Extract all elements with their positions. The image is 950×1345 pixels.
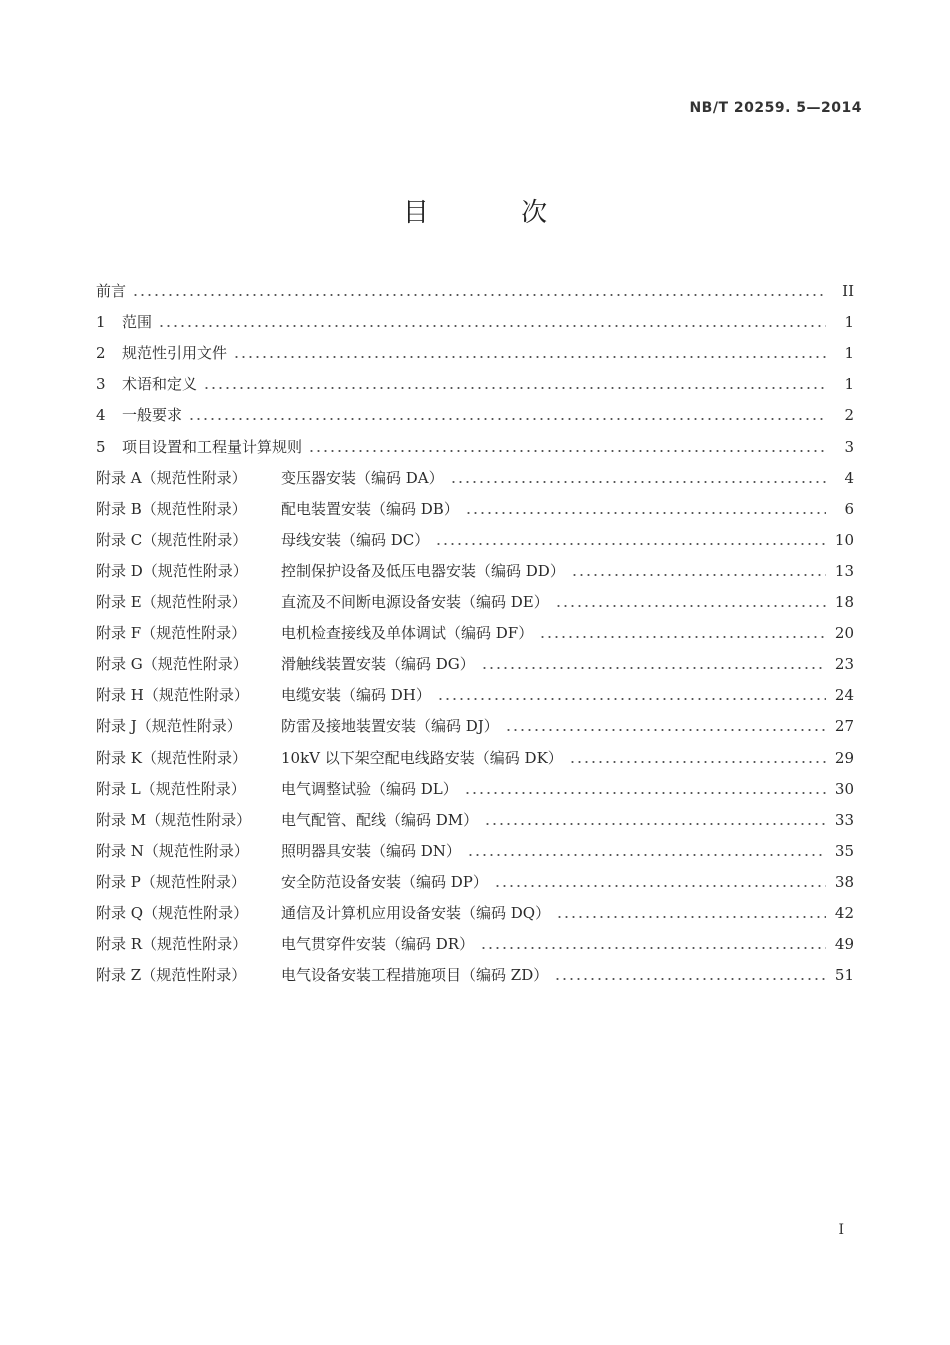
- dot-leader: [435, 542, 826, 546]
- toc-entry-foreword[interactable]: [96, 270, 854, 301]
- appendix-label: 附录 P（规范性附录）: [96, 872, 246, 891]
- toc-entry-title: 直流及不间断电源设备安装（编码 DE）: [281, 593, 549, 612]
- toc-entry-chapter-5[interactable]: [96, 425, 854, 456]
- toc-entry-page: 49: [834, 935, 854, 954]
- toc-entry-appendix-h[interactable]: [96, 674, 854, 705]
- toc-entry-number: 5: [96, 437, 106, 456]
- toc-entry-appendix-e[interactable]: [96, 581, 854, 612]
- appendix-label: 附录 G（规范性附录）: [96, 655, 248, 674]
- appendix-label: 附录 M（规范性附录）: [96, 810, 252, 829]
- toc-entry-title: 母线安装（编码 DC）: [281, 530, 430, 549]
- toc-entry-title: 术语和定义: [122, 375, 198, 394]
- toc-entry-title: 10kV 以下架空配电线路安装（编码 DK）: [281, 748, 563, 767]
- toc-entry-appendix-f[interactable]: [96, 612, 854, 643]
- toc-entry-appendix-n[interactable]: [96, 830, 854, 861]
- toc-entry-title: 变压器安装（编码 DA）: [281, 468, 444, 487]
- dot-leader: [571, 573, 826, 577]
- toc-entry-title: 照明器具安装（编码 DN）: [281, 841, 461, 860]
- toc-entry-appendix-b[interactable]: [96, 488, 854, 519]
- toc-entry-page: 27: [834, 717, 854, 736]
- toc-entry-number: 3: [96, 375, 106, 394]
- toc-entry-page: 23: [834, 655, 854, 674]
- toc-entry-page: 20: [834, 624, 854, 643]
- dot-leader: [233, 355, 826, 359]
- appendix-label: 附录 F（规范性附录）: [96, 624, 247, 643]
- appendix-label: 附录 Z（规范性附录）: [96, 966, 247, 985]
- dot-leader: [467, 853, 826, 857]
- appendix-label: 附录 J（规范性附录）: [96, 717, 242, 736]
- dot-leader: [481, 666, 826, 670]
- toc-entry-page: 3: [844, 437, 854, 456]
- page-number: I: [838, 1222, 844, 1238]
- toc-entry-page: II: [842, 282, 854, 301]
- standard-code: NB/T 20259. 5—2014: [689, 100, 862, 116]
- toc-entry-appendix-r[interactable]: [96, 923, 854, 954]
- toc-entry-title: 电气贯穿件安装（编码 DR）: [281, 935, 475, 954]
- dot-leader: [437, 697, 826, 701]
- toc-entry-title: 一般要求: [122, 406, 183, 425]
- toc-entry-number: 1: [96, 313, 106, 332]
- toc-entry-appendix-c[interactable]: [96, 519, 854, 550]
- dot-leader: [203, 386, 826, 390]
- toc-entry-page: 10: [834, 530, 854, 549]
- toc-entry-appendix-j[interactable]: [96, 705, 854, 736]
- toc-entry-title: 前言: [96, 282, 127, 301]
- toc-entry-chapter-2[interactable]: [96, 332, 854, 363]
- appendix-label: 附录 A（规范性附录）: [96, 468, 247, 487]
- toc-entry-title: 电气配管、配线（编码 DM）: [281, 810, 479, 829]
- dot-leader: [554, 977, 826, 981]
- appendix-label: 附录 R（规范性附录）: [96, 935, 248, 954]
- toc-entry-page: 38: [834, 872, 854, 891]
- appendix-label: 附录 C（规范性附录）: [96, 530, 248, 549]
- dot-leader: [158, 324, 826, 328]
- toc-entry-chapter-4[interactable]: [96, 394, 854, 425]
- dot-leader: [556, 915, 826, 919]
- table-of-contents: [96, 270, 854, 985]
- toc-entry-page: 13: [834, 561, 854, 580]
- appendix-label: 附录 D（规范性附录）: [96, 561, 248, 580]
- dot-leader: [308, 449, 826, 453]
- toc-entry-title: 配电装置安装（编码 DB）: [281, 499, 459, 518]
- toc-entry-chapter-1[interactable]: [96, 301, 854, 332]
- dot-leader: [555, 604, 826, 608]
- toc-entry-title: 滑触线装置安装（编码 DG）: [281, 655, 475, 674]
- toc-entry-title: 防雷及接地装置安装（编码 DJ）: [281, 717, 499, 736]
- dot-leader: [480, 946, 826, 950]
- toc-entry-appendix-d[interactable]: [96, 550, 854, 581]
- dot-leader: [465, 511, 826, 515]
- toc-entry-page: 33: [834, 810, 854, 829]
- dot-leader: [188, 417, 826, 421]
- appendix-label: 附录 Q（规范性附录）: [96, 903, 249, 922]
- toc-entry-page: 6: [844, 499, 854, 518]
- toc-entry-page: 30: [834, 779, 854, 798]
- dot-leader: [484, 822, 826, 826]
- page-title: 目 次: [402, 198, 590, 228]
- toc-entry-title: 电气调整试验（编码 DL）: [281, 779, 458, 798]
- toc-entry-title: 控制保护设备及低压电器安装（编码 DD）: [281, 561, 565, 580]
- toc-entry-title: 电气设备安装工程措施项目（编码 ZD）: [281, 966, 549, 985]
- toc-entry-appendix-z[interactable]: [96, 954, 854, 985]
- toc-entry-number: 4: [96, 406, 106, 425]
- appendix-label: 附录 B（规范性附录）: [96, 499, 247, 518]
- toc-entry-page: 42: [834, 903, 854, 922]
- dot-leader: [539, 635, 826, 639]
- toc-entry-appendix-k[interactable]: [96, 736, 854, 767]
- dot-leader: [494, 884, 826, 888]
- appendix-label: 附录 N（规范性附录）: [96, 841, 249, 860]
- toc-entry-page: 24: [834, 686, 854, 705]
- toc-entry-page: 1: [844, 375, 854, 394]
- appendix-label: 附录 L（规范性附录）: [96, 779, 246, 798]
- toc-entry-appendix-a[interactable]: [96, 457, 854, 488]
- toc-entry-number: 2: [96, 344, 106, 363]
- toc-entry-appendix-q[interactable]: [96, 892, 854, 923]
- toc-entry-title: 电缆安装（编码 DH）: [281, 686, 431, 705]
- toc-entry-title: 规范性引用文件: [122, 344, 228, 363]
- toc-entry-title: 安全防范设备安装（编码 DP）: [281, 872, 488, 891]
- toc-entry-title: 电机检查接线及单体调试（编码 DF）: [281, 624, 534, 643]
- toc-entry-chapter-3[interactable]: [96, 363, 854, 394]
- toc-entry-appendix-l[interactable]: [96, 768, 854, 799]
- dot-leader: [132, 293, 826, 297]
- toc-entry-page: 2: [844, 406, 854, 425]
- toc-entry-page: 1: [844, 344, 854, 363]
- dot-leader: [450, 480, 826, 484]
- toc-entry-page: 51: [834, 966, 854, 985]
- toc-entry-page: 29: [834, 748, 854, 767]
- toc-entry-title: 通信及计算机应用设备安装（编码 DQ）: [281, 903, 551, 922]
- dot-leader: [569, 760, 826, 764]
- appendix-label: 附录 K（规范性附录）: [96, 748, 247, 767]
- dot-leader: [464, 791, 826, 795]
- dot-leader: [505, 728, 826, 732]
- appendix-label: 附录 H（规范性附录）: [96, 686, 249, 705]
- toc-entry-appendix-m[interactable]: [96, 799, 854, 830]
- toc-entry-page: 1: [844, 313, 854, 332]
- toc-entry-page: 4: [844, 468, 854, 487]
- toc-entry-appendix-p[interactable]: [96, 861, 854, 892]
- appendix-label: 附录 E（规范性附录）: [96, 593, 247, 612]
- toc-entry-page: 35: [834, 841, 854, 860]
- toc-entry-appendix-g[interactable]: [96, 643, 854, 674]
- toc-entry-page: 18: [834, 593, 854, 612]
- toc-entry-title: 范围: [122, 313, 153, 332]
- toc-entry-title: 项目设置和工程量计算规则: [122, 437, 303, 456]
